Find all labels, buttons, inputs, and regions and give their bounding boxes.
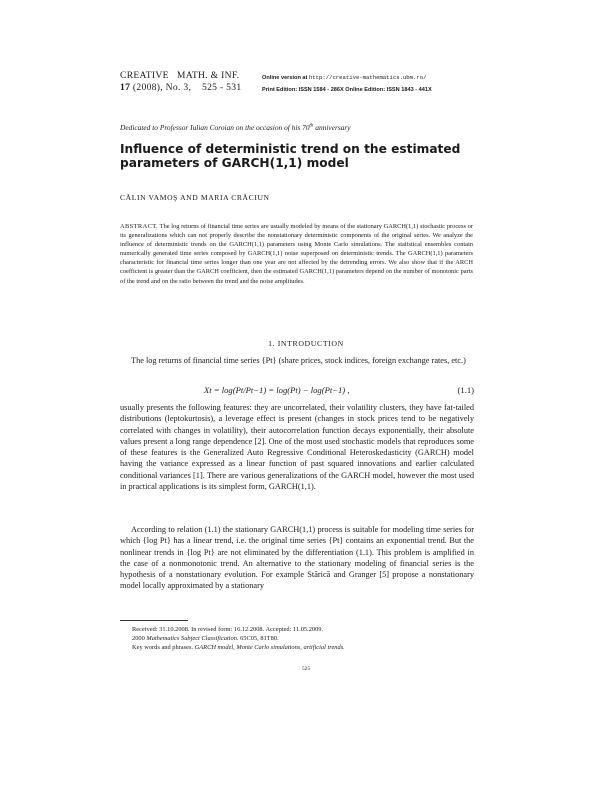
msc-year: 2000: [132, 635, 147, 642]
issue-info: (2008), No. 3, 525 - 531: [130, 82, 242, 93]
authors: CĂLIN VAMOŞ AND MARIA CRĂCIUN: [120, 193, 270, 202]
online-url[interactable]: http://creative-mathematics.ubm.ro/: [308, 74, 427, 81]
abstract-label: ABSTRACT.: [120, 223, 159, 230]
edition-info: [262, 72, 432, 96]
journal-header: [120, 70, 241, 94]
online-version-line: [262, 72, 432, 84]
footnote-received: Received: 31.10.2008. In revised form: 16.12.2008. Accepted: 11.05.2009.: [132, 626, 324, 633]
volume-number: 17: [120, 82, 131, 93]
footnote-divider: [120, 620, 188, 621]
intro-paragraph-2: usually presents the following features: they are uncorrelated, their volatility clusters, they have fat-tailed distributions (leptokurtosis), a leverage effect is present (changes in stock prices tend to be negatively correlated with changes in volatility), their autocorrelation function decays exponentially, their absolute values present a long range dependence [2]. One of the most used stochastic models that reproduces some of these features is the Generalized Auto Regressive Conditional Heteroskedasticity (GARCH) model having the variance expressed as a linear function of past squared innovations and earlier calculated conditional variances [1]. There are various generalizations of the GARCH model, however the most used in practical applications is its simplest form, GARCH(1,1).: [120, 403, 474, 492]
dedication: [120, 123, 351, 132]
journal-name: CREATIVE MATH. & INF.: [120, 70, 240, 81]
keywords-label: Key words and phrases.: [132, 644, 194, 651]
paper-title: Influence of deterministic trend on the estimated parameters of GARCH(1,1) model: [120, 142, 461, 170]
volume-line: [120, 82, 241, 94]
abstract-text: The log returns of financial time series are usually modeled by means of the stationary GARCH(1,1) stochastic process or its generalizations which can not properly describe the nonstationary deterministic components of the original series. We analyze the influence of deterministic trends on the GARCH(1,1) parameters using Monte Carlo simulations. The statistical ensembles contain numerically generated time series composed by GARCH(1,1) noise superposed on deterministic trends. The GARCH(1,1) parameters characteristic for financial time series longer than one year are not affected by the detrending errors. We also show that if the ARCH coefficient is greater than the GARCH coefficient, then the estimated GARCH(1,1) parameters depend on the number of monotonic parts of the trend and on the ratio between the trend and the noise amplitudes.: [120, 223, 473, 285]
dedication-sup: th: [309, 123, 314, 129]
section-heading: 1. INTRODUCTION: [268, 339, 344, 348]
equation-number: (1.1): [457, 385, 474, 395]
dedication-tail: anniversary: [313, 123, 351, 132]
page-number: 525: [301, 666, 311, 672]
intro-paragraph-3: According to relation (1.1) the stationary GARCH(1,1) process is suitable for modeling time series for which {log Pt} has a linear trend, i.e. the original time series {Pt} contains an exponential trend. But the nonlinear trends in {log Pt} are not eliminated by the differentiation (1.1). This problem is amplified in the case of a nonmonotonic trend. An alternative to the stationary modeling of financial series is the hypothesis of a nonstationary evolution. For example Stărică and Granger [5] propose a nonstationary model locally approximated by a stationary: [120, 525, 474, 591]
dedication-text: Dedicated to Professor Iulian Coroian on the occasion of his 70: [120, 123, 310, 132]
online-label: Online version at: [262, 75, 309, 81]
footnote-keywords: [132, 643, 474, 653]
abstract: [120, 222, 473, 286]
intro-paragraph-1: The log returns of financial time series {Pt} (share prices, stock indices, foreign exchange rates, etc.): [131, 356, 466, 365]
equation-formula: Xt = log(Pt/Pt−1) = log(Pt) − log(Pt−1) ,: [204, 385, 350, 395]
msc-label: Mathematics Subject Classification.: [146, 635, 239, 642]
keywords-text: GARCH model, Monte Carlo simulations, artificial trends.: [193, 644, 345, 651]
print-edition-line: Print Edition: ISSN 1584 - 286X Online Edition: ISSN 1843 - 441X: [262, 87, 432, 93]
msc-codes: 65C05, 81T80.: [238, 635, 279, 642]
